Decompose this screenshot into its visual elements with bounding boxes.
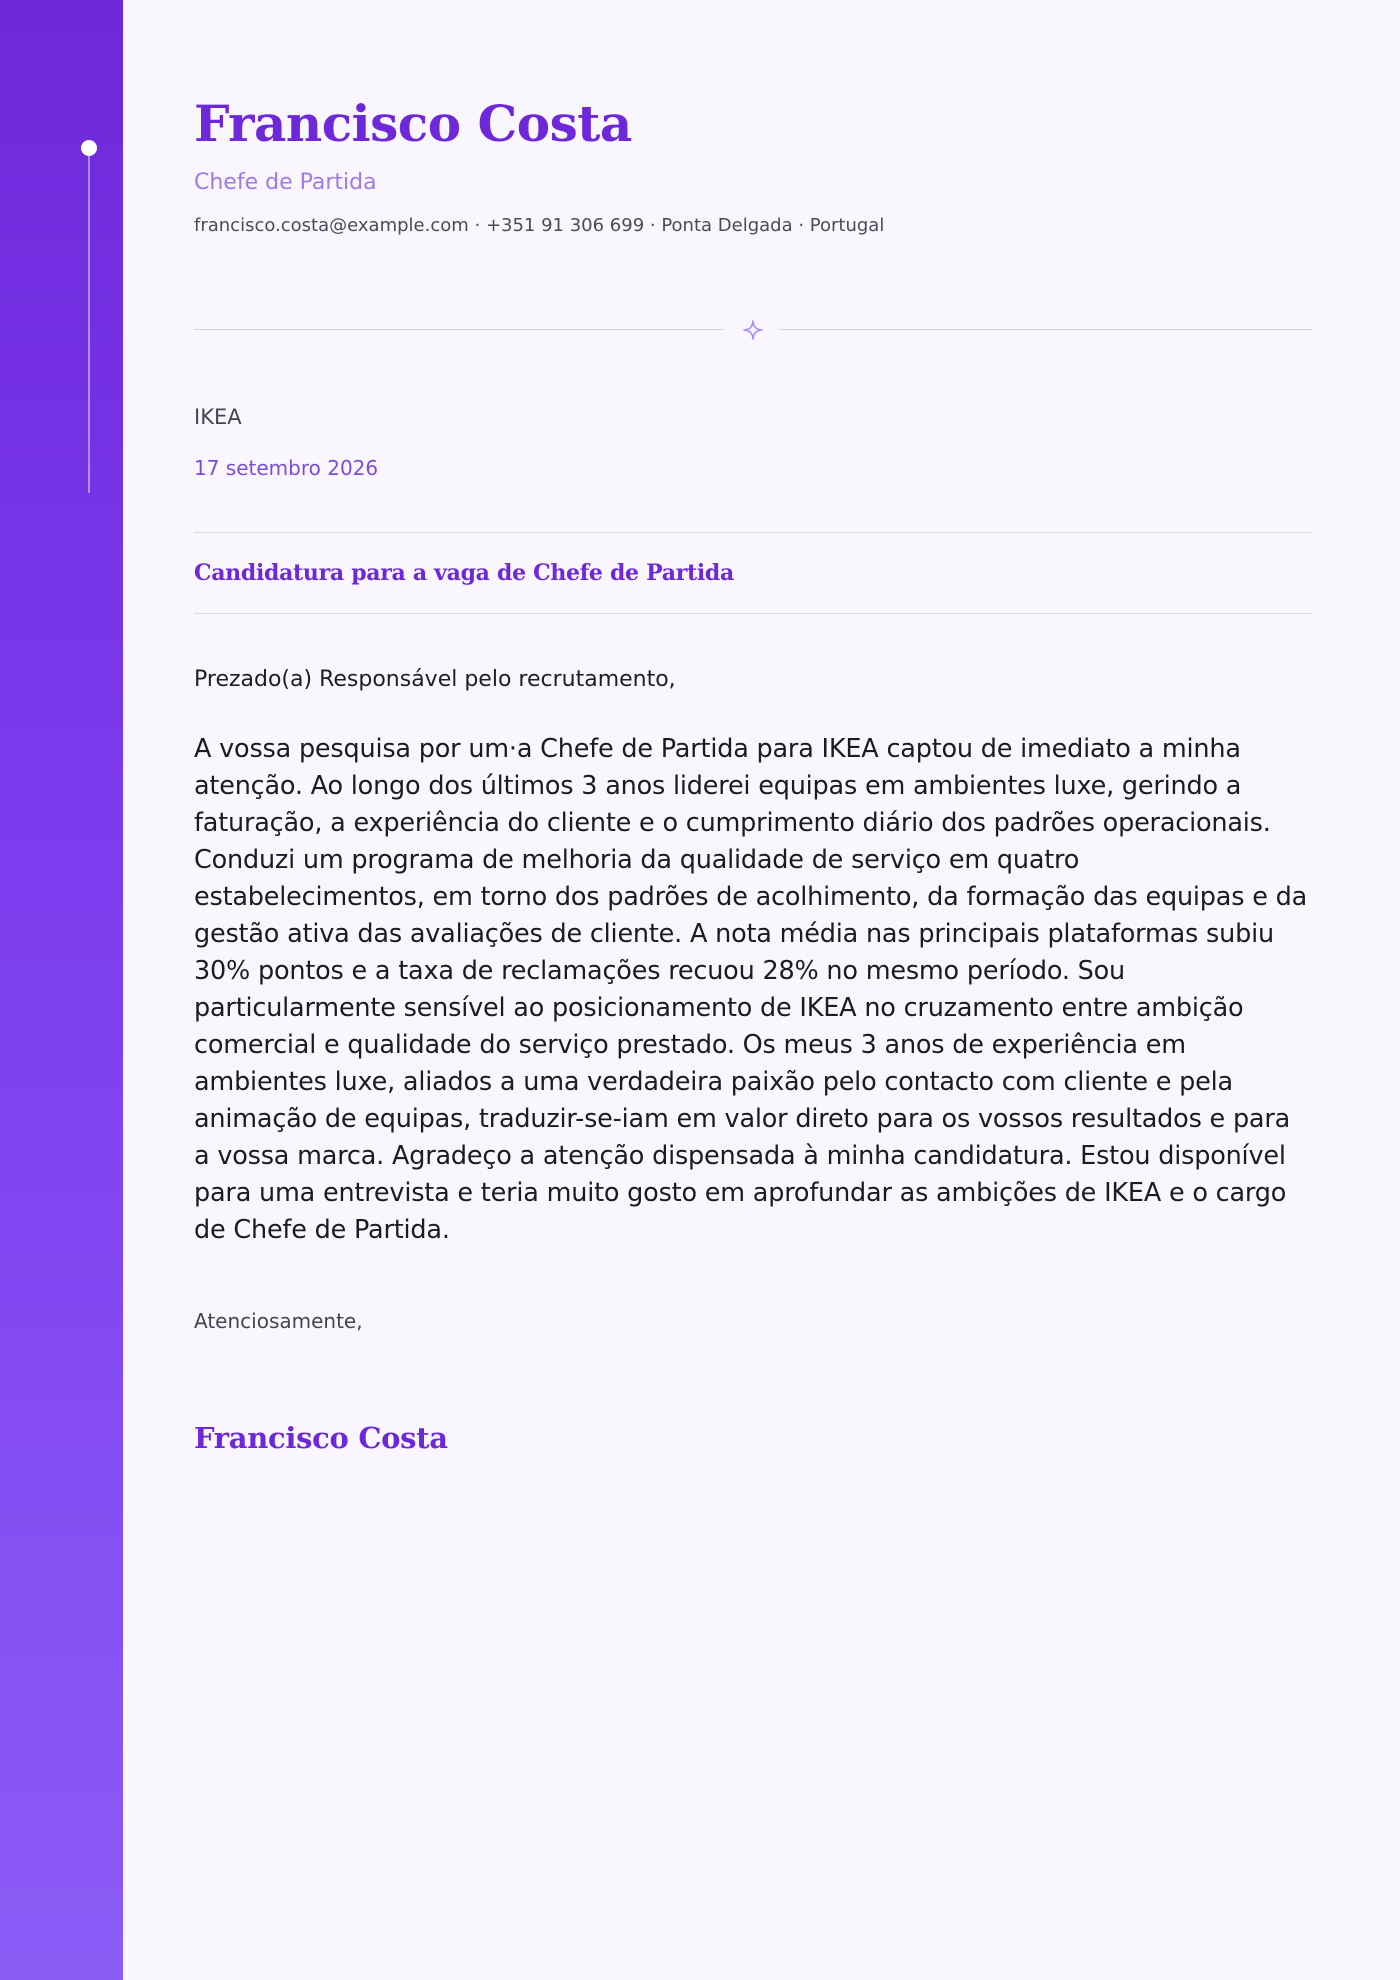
sparkle-icon	[739, 316, 767, 344]
letter-closing: Atenciosamente,	[194, 1309, 363, 1333]
letter-date: 17 setembro 2026	[194, 456, 379, 480]
divider-line-left	[194, 329, 724, 330]
letter-signature: Francisco Costa	[194, 1421, 448, 1455]
sender-contact: francisco.costa@example.com · +351 91 306 699 · Ponta Delgada · Portugal	[194, 215, 885, 236]
letter-subject: Candidatura para a vaga de Chefe de Partida	[194, 560, 734, 586]
sidebar	[0, 0, 123, 1980]
timeline-line	[88, 156, 90, 493]
letter-greeting: Prezado(a) Responsável pelo recrutamento,	[194, 667, 676, 692]
divider-line-right	[779, 329, 1312, 330]
sender-name: Francisco Costa	[194, 94, 632, 153]
sender-role: Chefe de Partida	[194, 170, 377, 195]
letter-body: A vossa pesquisa por um·a Chefe de Partida para IKEA captou de imediato a minha atenção. Ao longo dos últimos 3 anos liderei equipas em ambientes luxe, gerindo a faturação, a experiência do cliente e o cumprimento diário dos padrões operacionais. Conduzi um programa de melhoria da qualidade de serviço em quatro estabelecimentos, em torno dos padrões de acolhimento, da formação das equipas e da gestão ativa das avaliações de cliente. A nota média nas principais plataformas subiu 30% pontos e a taxa de reclamações recuou 28% no mesmo período. Sou particularmente sensível ao posicionamento de IKEA no cruzamento entre ambição comercial e qualidade do serviço prestado. Os meus 3 anos de experiência em ambientes luxe, aliados a uma verdadeira paixão pelo contacto com cliente e pela animação de equipas, traduzir-se-iam em valor direto para os vossos resultados e para a vossa marca. Agradeço a atenção dispensada à minha candidatura. Estou disponível para uma entrevista e teria muito gosto em aprofundar as ambições de IKEA e o cargo de Chefe de Partida.	[194, 734, 1308, 1245]
ornament-divider	[194, 316, 1312, 344]
timeline-dot	[81, 140, 97, 156]
subject-box	[194, 532, 1312, 614]
recipient-company: IKEA	[194, 405, 242, 429]
